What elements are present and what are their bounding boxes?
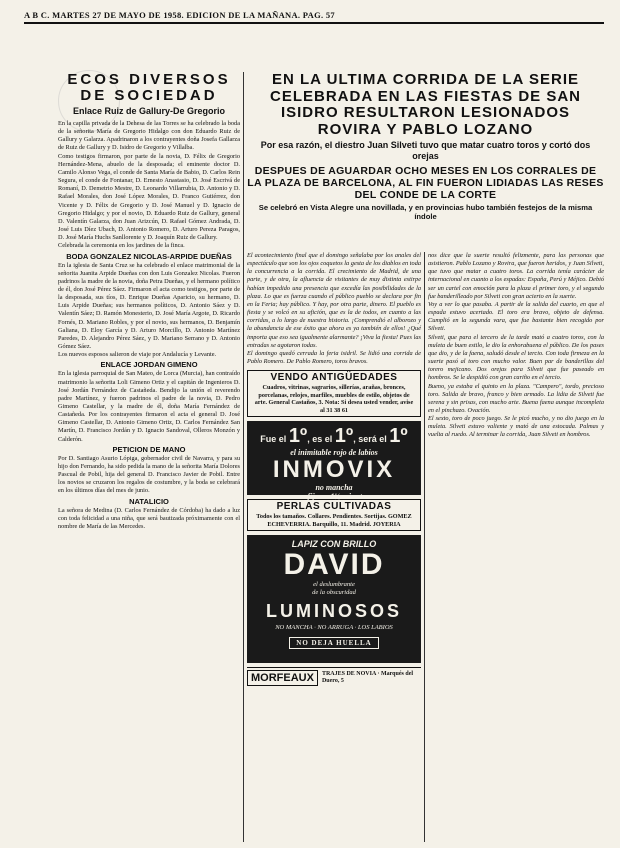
article-paragraph: El sexto, toro de poco juego. Se le picó mucho, y no dio juego en la muleta. Silveti estuvo valiente y mató de una estocada. Palmas y vuelta al ruedo. Al terminar la corrida, Juan Silveti en hombros. [428, 415, 604, 439]
inmovix-line3b: se fija en 1½ minutos [298, 492, 370, 502]
inmovix-ad [247, 421, 421, 502]
david-small3: NO MANCHA · NO ARRUGA · LOS LABIOS [275, 624, 393, 632]
morfeaux-brand: MORFEAUX [247, 670, 318, 686]
inmovix-line3a: no mancha [315, 483, 353, 493]
article-paragraph: El domingo quedó cerrada la feria isidril. Se lidió una corrida de Pablo Romero. De Pablo Romero, toros bravos. [247, 349, 421, 366]
header-rule [24, 22, 604, 24]
article-column-left [247, 252, 421, 686]
article-paragraph: Silveti, que para el tercero de la tarde mató a cuatro toros, con la muleta de buen estilo, le dio la enhorabuena el público. De los pases que dio, y de la faena, saludó desde el tercio. Con toda firmeza en la suerte pasó al toro con mucho valor. Buen par de banderillas del torero mejicano. Dos orejas para Silveti que fue paseado en hombros. Se le despidió con gran cariño en el tercio. [428, 333, 604, 382]
inmovix-line2: el inimitable rojo de labios [290, 448, 378, 458]
david-small2: de la obscuridad [312, 589, 356, 597]
david-lipstick-ad [247, 535, 421, 663]
bullfight-headline-block [247, 72, 604, 225]
david-brand: DAVID [283, 548, 385, 582]
section-heading: BODA GONZALEZ NICOLAS-ARPIDE DUEÑAS [66, 251, 232, 261]
pearls-ad [247, 499, 421, 531]
society-column [58, 72, 240, 842]
society-subtitle: Enlace Ruiz de Gallury-De Gregorio [72, 106, 226, 116]
society-paragraph: En la iglesia de Santa Cruz se ha celebrado el enlace matrimonial de la señorita Juanita Arpide Dueñas con don Luis Gonzalez Nicolas. Fueron padrinos la madre de la novia, doña Petra Dueñas, y el hermano político de él, don José Pérez Sáez. Firmaron el acta como testigos, por parte de la desposada, sus tíos, D. Enrique Dueñas Aparicio, su hermano, D. Luis Arpide Dueñas; sus hermanos políticos, D. Antonio Sáez y D. Valentín Sáez; D. Ramón Monesterio, D. José María Argote, D. Ricardo Fornés, D. Mariano Robles, y por el novio, sus hermanos, D. Benjamín Galiana, D. Eloy García y D. Arturo Morcillo, D. Antonio Martínez Paredes, D. Alejandro Pérez Sáez, y D. Mariano Serrano y D. Antonio Gómez Sáez. [58, 261, 240, 351]
david-top: LAPIZ CON BRILLO [291, 539, 377, 550]
section-heading: ENLACE JORDAN GIMENO [100, 360, 198, 370]
david-luminosos: LUMINOSOS [265, 601, 402, 622]
society-title: ECOS DIVERSOS DE SOCIEDAD [67, 72, 231, 104]
column-divider [424, 252, 425, 842]
inmovix-tagline: Fue el 1º, es el 1º, será el 1º [260, 425, 408, 448]
society-paragraph: Los nuevos esposos salieron de viaje por Andalucía y Levante. [58, 351, 217, 359]
bullfight-subheadline: Por esa razón, el diestro Juan Silveti tuvo que matar cuatro toros y cortó dos orejas [260, 140, 591, 161]
column-divider [243, 72, 244, 842]
barcelona-subheadline: Se celebró en Vista Alegre una novillada, y en provincias hubo también festejos de la misma índole [258, 203, 593, 221]
pearls-ad-title: PERLAS CULTIVADAS [276, 501, 392, 513]
society-paragraph: En la capilla privada de la Dehesa de las Torres se ha celebrado la boda de la señorita María de Gregorio Hidalgo con don Eduardo Ruiz de Gallury y Galarza. Apadrinaron a los contrayentes doña Josefa Gallarza de Ruiz de Gallury y D. Isidro de Gregorio y Villalba. [58, 120, 240, 152]
antiques-ad [247, 370, 421, 417]
barcelona-headline: DESPUES DE AGUARDAR OCHO MESES EN LOS CORRALES DE LA PLAZA DE BARCELONA, AL FIN FUERON LIDIADAS LAS RESES DEL CONDE DE LA CORTE [247, 165, 604, 201]
david-small1: el deslumbrante [313, 581, 355, 589]
article-paragraph: nos dice que la suerte resultó felizmente, para las personas que asistieron. Pablo Lozano y Rovira, que fueron heridos, y Juan Silveti, que tuvo que matar a cuatro toros. La corrida tenía carácter de internacional en cuanto a los espadas: España, Perú y Méjico. Debió ser un cartel con emoción para la plaza el primer toro, y el segundo fue banderilleado por Silveti con gran acierto en la suerte. [428, 252, 604, 300]
society-paragraph: La señora de Medina (D. Carlos Fernández de Córdoba) ha dado a luz con toda felicidad a una niña, que será bautizada próximamente con el nombre de María de las Mercedes. [58, 506, 240, 530]
bullfight-headline: EN LA ULTIMA CORRIDA DE LA SERIE CELEBRADA EN LAS FIESTAS DE SAN ISIDRO RESULTARON LESIONADOS ROVIRA Y PABLO LOZANO [269, 71, 582, 138]
society-paragraph: Por D. Santiago Asurio Lópiga, gobernador civil de Navarra, y para su hijo don Fernando, ha sido pedida la mano de la señorita María Dolores Pascual de Pobil, hija del general D. Francisco Javier de Pobil. Entre los novios se cruzaron los regalos de costumbre, y la boda se celebrará en los últimos días del mes de junio. [58, 454, 240, 495]
antiques-ad-title: VENDO ANTIGÜEDADES [270, 372, 398, 384]
article-paragraph: El acontecimiento final que el domingo señalaba por los anales del espectáculo que son los ojos coquetos la gesta de los diablos en toda la concurrencia a la corrida. El crecimiento de Madrid, de una parte, y de otra, la afluencia de visitantes de muy distinta estirpe habían impedido una presencia que excedía las posibilidades de la plaza. Lo que es fuerza cuando el público pueblo se declara por fin en la Feria; hay público. Y hay, por otra parte, dinero. El pueblo es fiesta y se volcó en su afición, que es la de todos, en cuanto a las corridas, a lo largo de nuestra historia. ¡Comprendió el alborozo y la abundancia de ese éxito que ahora es ya también de ellos! ¿Qué importa que eso sea igualmente alarmante? ¡Viva la fiesta! Pues las entradas se agotaron todas. [247, 252, 421, 349]
article-paragraph: Bueno, ya estaba el quinto en la plaza. "Campero", tordo, precioso toro. Salida de bravo, franco y bien armado. La lidia de Silveti fue serena y sin prisas, con mucho arte. Buena faena aunque incompleta en el pinchazo. Ovación. [428, 382, 604, 414]
society-paragraph: En la iglesia parroquial de San Mateo, de Lorca (Murcia), han contraído matrimonio la señorita Loli Gimeno Ortiz y el capitán de Ingenieros D. José Jordán Fernández de Castañeda. Bendijo la unión el reverendo padre Martínez, y fueron padrinos el padre de la novia, D. Pedro Gimeno Castellar, y la madre de él, doña María Fernández de Castañeda. Por los contrayentes firmaron el acta el general D. José Gimeno Castellar, D. Antonio Gimeno Ortiz, D. Carlos Fernández San Martín, D. Francisco Jordán y D. Ignacio Sandoval, Olleros Monzón y Calderón. [58, 370, 240, 443]
page-header: A B C. MARTES 27 DE MAYO DE 1958. EDICION DE LA MAÑANA. PAG. 57 [24, 10, 335, 20]
section-heading: PETICION DE MANO [112, 444, 186, 454]
society-paragraph: Como testigos firmaron, por parte de la novia, D. Félix de Gregorio Hernández-Mena, abuelo de la desposada; el eminente doctor D. Camilo Alonso Vega, el conde de Santa María de Babio, D. Carlos Rein Segura, el conde de Fontanar, D. Ernesto Anastasio, D. José Escrivá de Romaní, D. Demetrio Mestre, D. Leonardo Villarrubia, D. Antonio y D. Rafael Morales, don José López Morales, D. Franco Gutiérrez, don Vicente y D. Félix de Gregorio y D. José Manuel y D. Ignacio de Gregorio Hidalgo; y por el novio, D. Eduardo Ruiz de Gallury, general D. Valentín Galarza, don Juan Arizcún, D. Rafael Gómez Andrada, D. José Luis Díez Ubach, D. Antonio Romero, D. Arturo Pereza Paragos, D. José María Huchs Sanllorente y D. Joaquín Ruiz de Gallury. [58, 152, 240, 242]
pearls-ad-text: Todos los tamaños. Collares. Pendientes. Sortijas. GOMEZ ECHEVERRIA. Barquillo, 11. Madrid. JOYERIA [256, 513, 412, 528]
article-paragraph: Voy a ver lo que pasaba. A partir de la salida del cuarto, en que el espada estuvo acertado. El toro era bravo, objeto de defensa. Cumplió en la segunda vara, que fue bastante bien recogido por Silveti. [428, 300, 604, 333]
morfeaux-text: TRAJES DE NOVIA · Marqués del Duero, 5 [321, 671, 414, 685]
antiques-ad-text: Cuadros, vitrinas, sagrarios, sillerías, arañas, bronces, porcelanas, relojes, marfiles, muebles de estilo, objetos de arte. General Castaños, 3. Nota: Si desea usted vender, avise al 31 38 61 [254, 384, 414, 414]
section-heading: NATALICIO [129, 496, 169, 506]
morfeaux-ad [247, 667, 421, 686]
society-paragraph: Celebrada la ceremonia en los jardines de la finca. [58, 242, 185, 250]
inmovix-brand: INMOVIX [272, 456, 396, 484]
david-no-huella: NO DEJA HUELLA [289, 637, 378, 649]
article-column-right [428, 252, 604, 842]
